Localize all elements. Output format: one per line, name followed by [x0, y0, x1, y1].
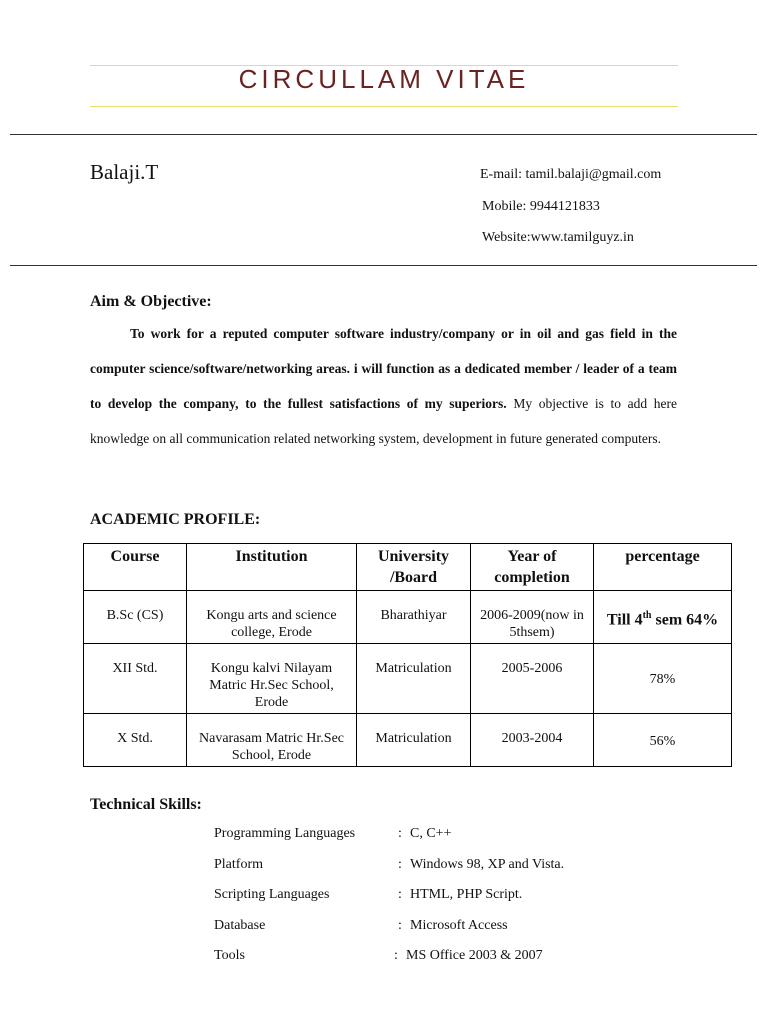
year-cell: 2005-2006	[471, 644, 594, 714]
table-row	[84, 714, 732, 767]
board-cell: Bharathiyar	[357, 591, 471, 644]
year-cell: 2003-2004	[471, 714, 594, 767]
objective-plain-text: My objective is to add here knowledge on all communication related networking system, development in future generated computers.	[90, 396, 677, 446]
objective-paragraph	[90, 316, 677, 456]
candidate-name: Balaji.T	[90, 160, 159, 184]
skill-label: Database	[214, 917, 266, 933]
course-cell: X Std.	[84, 714, 187, 767]
skill-value: C, C++	[410, 826, 452, 841]
table-row	[84, 591, 732, 644]
skill-colon: :	[398, 887, 402, 902]
section-divider-top	[10, 134, 757, 135]
skill-colon: :	[394, 948, 398, 963]
contact-email[interactable]: E-mail: tamil.balaji@gmail.com	[480, 167, 662, 182]
objective-bold-text: To work for a reputed computer software industry/company or in oil and gas field in the computer science/software/networking areas. i will function as a dedicated member / leader of a team to develop the company, to the fullest satisfactions of my superiors.	[90, 326, 677, 411]
skill-colon: :	[398, 826, 402, 841]
table-row	[84, 644, 732, 714]
table-header-row	[84, 544, 732, 591]
contact-website[interactable]: Website:www.tamilguyz.in	[482, 230, 634, 245]
document-title: CIRCULLAM VITAE	[238, 64, 530, 94]
title-rule-bottom	[90, 106, 678, 107]
percentage-cell: Till 4th sem 64%	[594, 591, 732, 644]
skill-label: Tools	[214, 948, 245, 963]
column-header: Course	[84, 544, 187, 591]
academic-table	[83, 543, 732, 767]
institution-cell: Navarasam Matric Hr.Sec School, Erode	[187, 714, 357, 767]
skill-label: Platform	[214, 856, 263, 872]
column-header: Year of completion	[471, 544, 594, 591]
skill-label: Programming Languages	[214, 826, 356, 841]
skill-label: Scripting Languages	[214, 887, 330, 902]
skill-value: MS Office 2003 & 2007	[406, 948, 543, 963]
percentage-cell: 56%	[594, 714, 732, 767]
percentage-cell: 78%	[594, 644, 732, 714]
skill-value: HTML, PHP Script.	[410, 887, 523, 902]
skill-value: Windows 98, XP and Vista.	[410, 856, 565, 872]
course-cell: XII Std.	[84, 644, 187, 714]
contact-mobile: Mobile: 9944121833	[482, 199, 600, 214]
section-divider-bottom	[10, 265, 757, 266]
skill-colon: :	[398, 917, 402, 933]
objective-heading: Aim & Objective:	[90, 293, 212, 310]
skill-value: Microsoft Access	[410, 917, 508, 933]
board-cell: Matriculation	[357, 644, 471, 714]
skills-heading: Technical Skills:	[90, 796, 202, 813]
institution-cell: Kongu arts and science college, Erode	[187, 591, 357, 644]
academic-heading: ACADEMIC PROFILE:	[90, 511, 261, 528]
column-header: Institution	[187, 544, 357, 591]
institution-cell: Kongu kalvi Nilayam Matric Hr.Sec School, Erode	[187, 644, 357, 714]
column-header: University /Board	[357, 544, 471, 591]
year-cell: 2006-2009(now in 5thsem)	[471, 591, 594, 644]
skill-colon: :	[398, 856, 402, 872]
board-cell: Matriculation	[357, 714, 471, 767]
course-cell: B.Sc (CS)	[84, 591, 187, 644]
column-header: percentage	[594, 544, 732, 591]
